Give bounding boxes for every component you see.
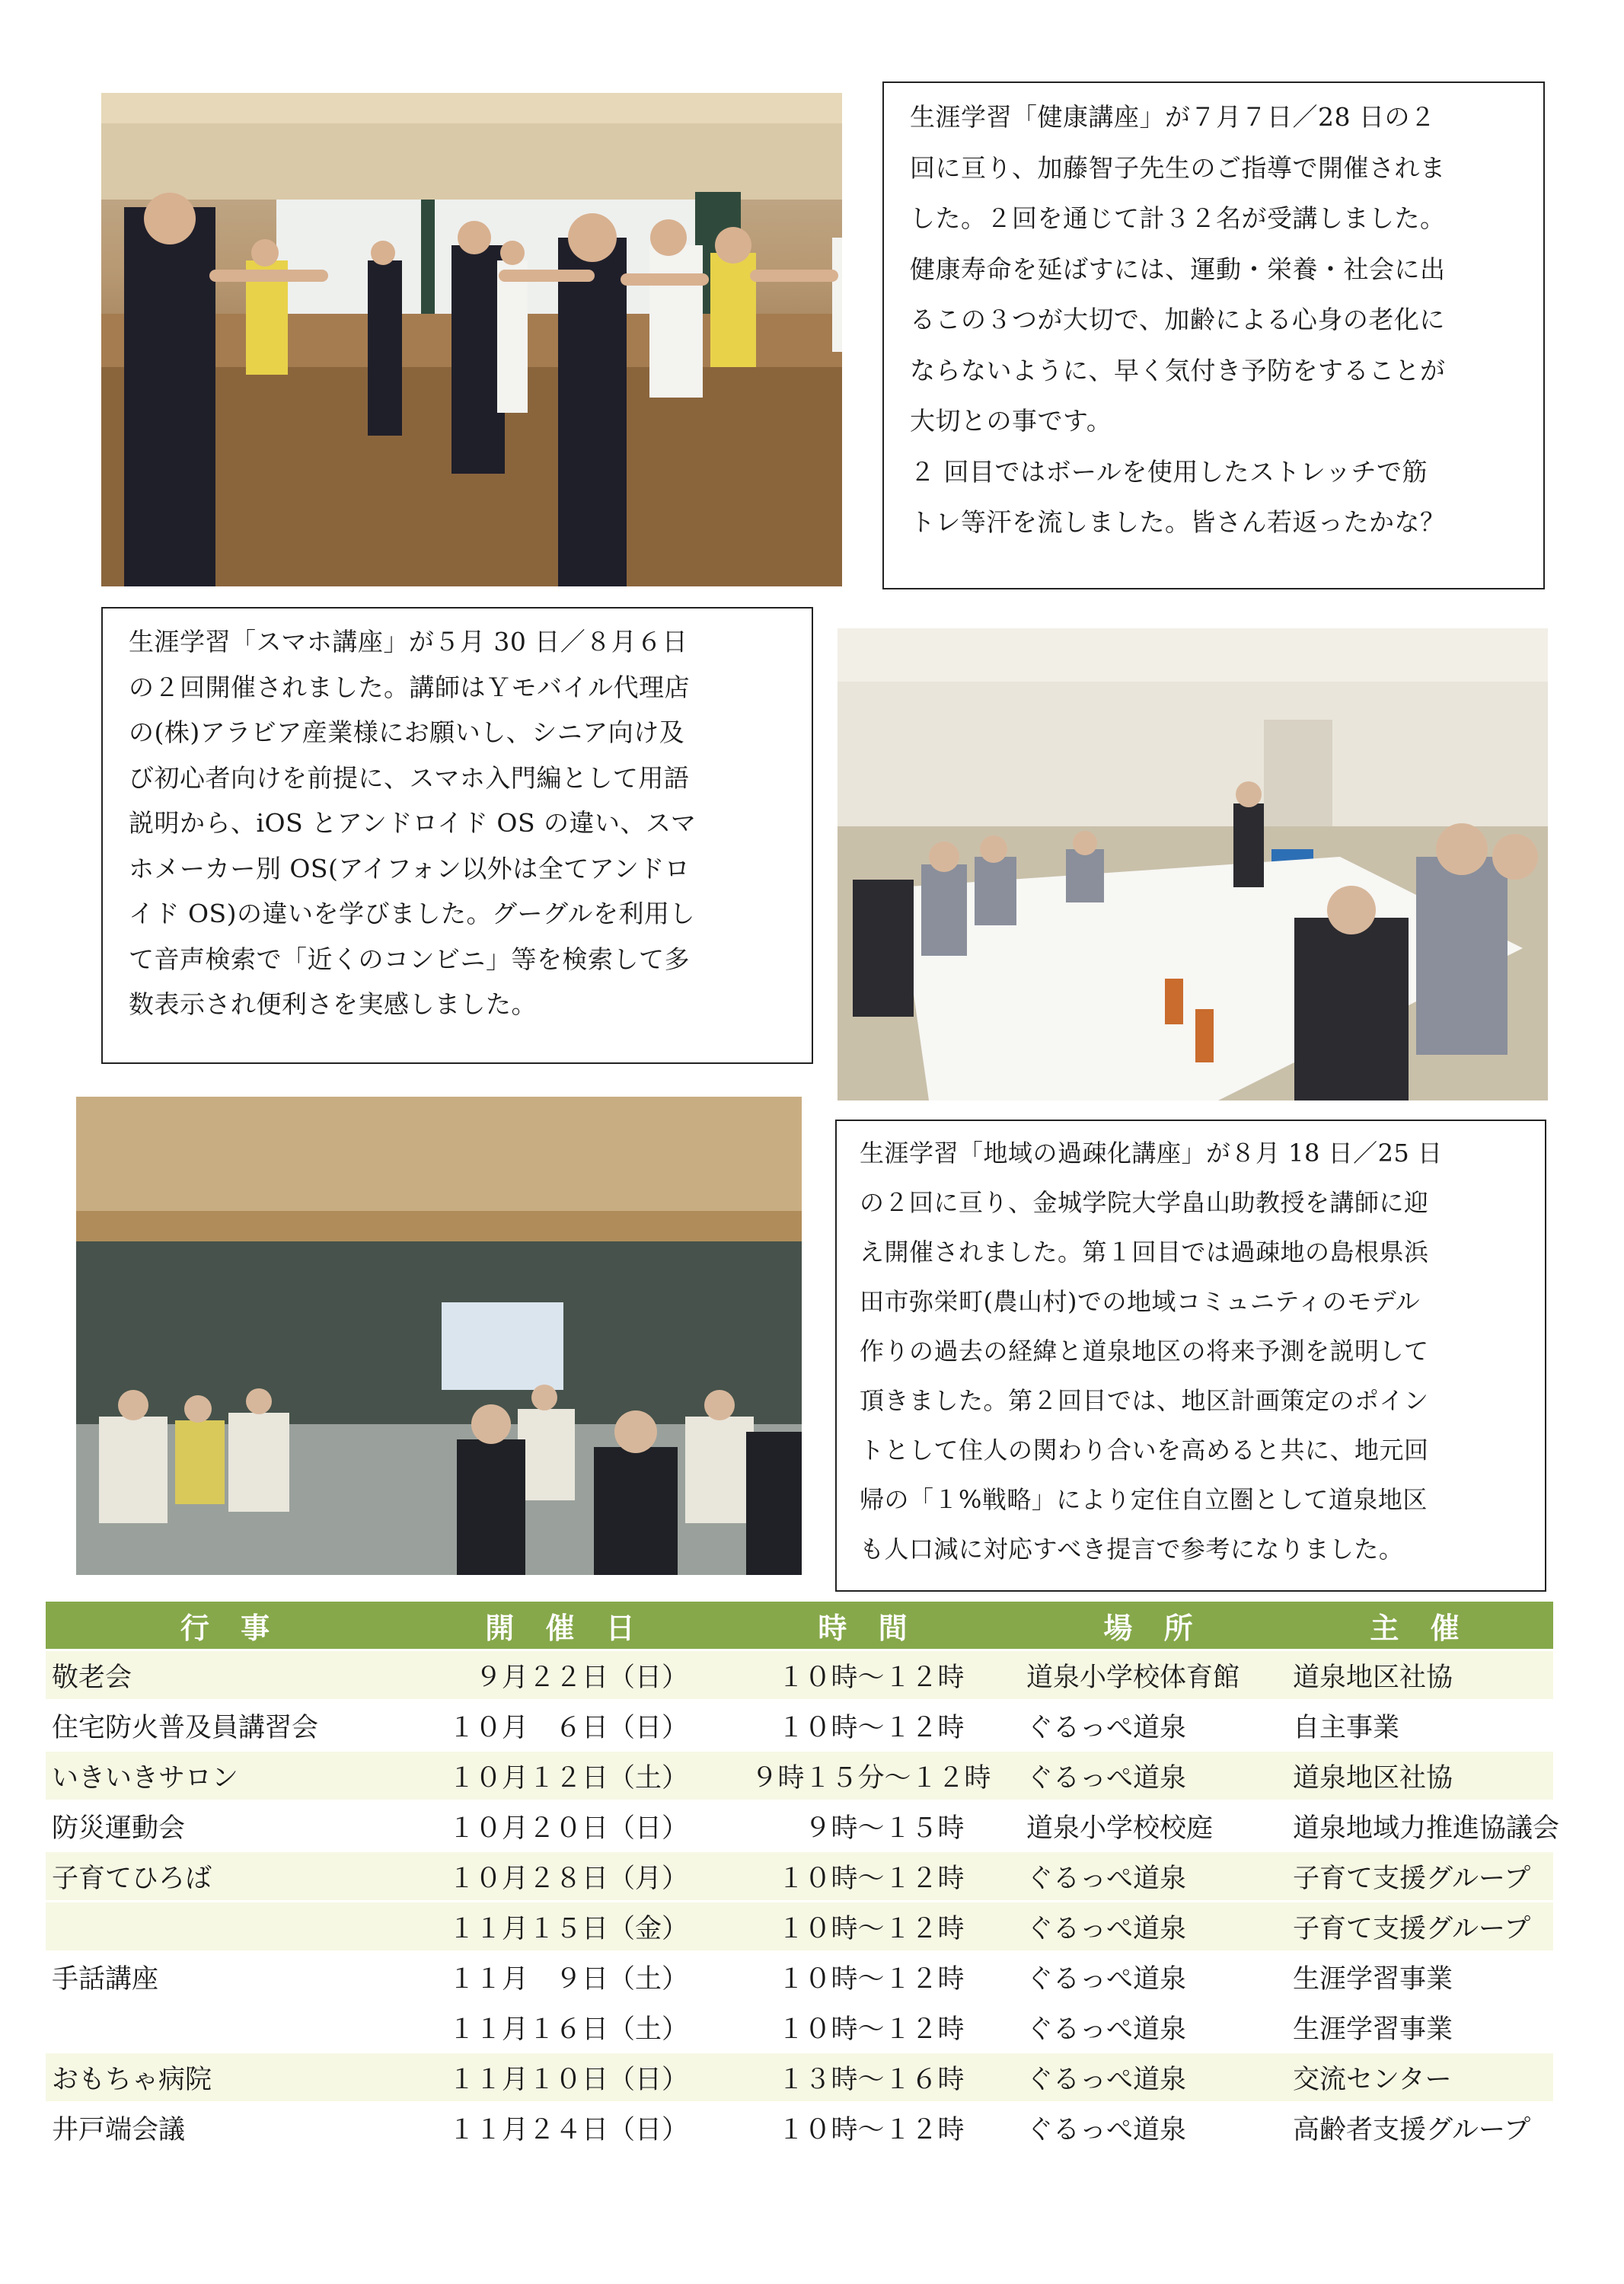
article-line: 生涯学習「地域の過疎化講座」が８月 18 日／25 日 xyxy=(860,1139,1443,1168)
event-host: 道泉地区社協 xyxy=(1287,1650,1553,1701)
event-host: 道泉地区社協 xyxy=(1287,1751,1553,1801)
event-place: ぐるっぺ道泉 xyxy=(1020,1952,1287,2002)
table-row xyxy=(46,2002,1553,2052)
table-row xyxy=(46,1701,1553,1751)
article-line: トとして住人の関わり合いを高めると共に、地元回 xyxy=(860,1436,1429,1465)
table-row xyxy=(46,1952,1553,2002)
event-time: １０時～１２時 xyxy=(716,1851,1020,1902)
event-place: ぐるっぺ道泉 xyxy=(1020,2103,1287,2153)
event-name xyxy=(46,2002,415,2052)
event-name: 井戸端会議 xyxy=(46,2103,415,2153)
header-host: 主 催 xyxy=(1287,1602,1553,1650)
event-host: 子育て支援グループ xyxy=(1287,1902,1553,1952)
event-place: 道泉小学校体育館 xyxy=(1020,1650,1287,1701)
article-line: ホメーカー別 OS(アイフォン以外は全てアンドロ xyxy=(129,853,691,883)
event-date: １１月 ９日（土） xyxy=(415,1952,716,2002)
event-time: １０時～１２時 xyxy=(716,1701,1020,1751)
event-place: ぐるっぺ道泉 xyxy=(1020,1851,1287,1902)
schedule-header-row xyxy=(46,1602,1553,1650)
header-place: 場 所 xyxy=(1020,1602,1287,1650)
event-place: ぐるっぺ道泉 xyxy=(1020,1701,1287,1751)
article-line: び初心者向けを前提に、スマホ入門編として用語 xyxy=(129,762,690,793)
event-host: 自主事業 xyxy=(1287,1701,1553,1751)
table-row xyxy=(46,2103,1553,2153)
event-host: 生涯学習事業 xyxy=(1287,1952,1553,2002)
photo-smartphone-class xyxy=(838,628,1548,1100)
event-host: 生涯学習事業 xyxy=(1287,2002,1553,2052)
event-date: １１月１５日（金） xyxy=(415,1902,716,1952)
event-date: １０月 ６日（日） xyxy=(415,1701,716,1751)
event-time: １０時～１２時 xyxy=(716,1650,1020,1701)
event-date: １０月２８日（月） xyxy=(415,1851,716,1902)
event-place: 道泉小学校校庭 xyxy=(1020,1801,1287,1851)
event-name: いきいきサロン xyxy=(46,1751,415,1801)
article-line: るこの３つが大切で、加齢による心身の老化に xyxy=(910,305,1445,334)
header-event: 行 事 xyxy=(46,1602,415,1650)
photo-health-exercise xyxy=(101,93,842,586)
event-date: １１月１０日（日） xyxy=(415,2052,716,2103)
article-line: て音声検索で「近くのコンビニ」等を検索して多 xyxy=(129,944,690,974)
table-row xyxy=(46,2052,1553,2103)
event-time: １０時～１２時 xyxy=(716,2002,1020,2052)
article-line: ならないように、早く気付き予防をすることが xyxy=(910,355,1446,385)
article-line: 田市弥栄町(農山村)での地域コミュニティのモデル xyxy=(860,1287,1421,1316)
table-row xyxy=(46,1751,1553,1801)
article-line: 帰の「１%戦略」により定住自立圏として道泉地区 xyxy=(860,1485,1428,1514)
table-row xyxy=(46,1801,1553,1851)
event-time: ９時１５分～１２時 xyxy=(716,1751,1020,1801)
article-line: の２回に亘り、金城学院大学畠山助教授を講師に迎 xyxy=(860,1188,1429,1217)
article-line: 説明から、iOS とアンドロイド OS の違い、スマ xyxy=(129,808,697,838)
article-line: 生涯学習「スマホ講座」が５月 30 日／８月６日 xyxy=(129,627,688,656)
event-date: １０月２０日（日） xyxy=(415,1801,716,1851)
article-line: 大切との事です。 xyxy=(910,406,1112,436)
article-depopulation-lecture xyxy=(835,1120,1546,1592)
event-time: １３時～１６時 xyxy=(716,2052,1020,2103)
article-line: 生涯学習「健康講座」が７月７日／28 日の２ xyxy=(910,102,1436,132)
event-name: 子育てひろば xyxy=(46,1851,415,1902)
event-time: １０時～１２時 xyxy=(716,1952,1020,2002)
event-time: １０時～１２時 xyxy=(716,2103,1020,2153)
article-smartphone-lecture xyxy=(101,607,813,1064)
table-row xyxy=(46,1851,1553,1902)
event-host: 交流センター xyxy=(1287,2052,1553,2103)
event-name: 防災運動会 xyxy=(46,1801,415,1851)
article-line: 健康寿命を延ばすには、運動・栄養・社会に出 xyxy=(910,254,1446,284)
article-line: 回に亘り、加藤智子先生のご指導で開催されま xyxy=(910,152,1446,183)
event-name: 敬老会 xyxy=(46,1650,415,1701)
event-name: おもちゃ病院 xyxy=(46,2052,415,2103)
event-date: １１月２４日（日） xyxy=(415,2103,716,2153)
event-time: １０時～１２時 xyxy=(716,1902,1020,1952)
photo-depopulation-lecture xyxy=(76,1097,802,1575)
article-line: 作りの過去の経緯と道泉地区の将来予測を説明して xyxy=(860,1337,1429,1366)
article-health-lecture xyxy=(882,81,1545,589)
article-line: の２回開催されました。講師はＹモバイル代理店 xyxy=(129,672,690,702)
article-line: 頂きました。第２回目では、地区計画策定のポイン xyxy=(860,1386,1429,1415)
header-time: 時 間 xyxy=(716,1602,1020,1650)
article-line: 数表示され便利さを実感しました。 xyxy=(129,989,537,1019)
article-line: も人口減に対応すべき提言で参考になりました。 xyxy=(860,1535,1404,1564)
article-line: ２ 回目ではボールを使用したストレッチで筋 xyxy=(910,456,1428,487)
article-line: イド OS)の違いを学びました。グーグルを利用し xyxy=(129,899,696,928)
event-name: 住宅防火普及員講習会 xyxy=(46,1701,415,1751)
event-name: 手話講座 xyxy=(46,1952,415,2002)
event-date: ９月２２日（日） xyxy=(415,1650,716,1701)
event-time: ９時～１５時 xyxy=(716,1801,1020,1851)
event-host: 子育て支援グループ xyxy=(1287,1851,1553,1902)
event-place: ぐるっぺ道泉 xyxy=(1020,1902,1287,1952)
event-place: ぐるっぺ道泉 xyxy=(1020,1751,1287,1801)
event-date: １０月１２日（土） xyxy=(415,1751,716,1801)
event-host: 道泉地域力推進協議会 xyxy=(1287,1801,1553,1851)
table-row xyxy=(46,1902,1553,1952)
table-row xyxy=(46,1650,1553,1701)
article-line: え開催されました。第１回目では過疎地の島根県浜 xyxy=(860,1238,1429,1267)
event-host: 高齢者支援グループ xyxy=(1287,2103,1553,2153)
event-name xyxy=(46,1902,415,1952)
event-date: １１月１６日（土） xyxy=(415,2002,716,2052)
schedule-table xyxy=(46,1602,1560,2154)
event-place: ぐるっぺ道泉 xyxy=(1020,2052,1287,2103)
article-line: した。２回を通じて計３２名が受講しました。 xyxy=(910,203,1446,233)
event-place: ぐるっぺ道泉 xyxy=(1020,2002,1287,2052)
article-line: トレ等汗を流しました。皆さん若返ったかな？ xyxy=(910,507,1446,537)
article-line: の(株)アラビア産業様にお願いし、シニア向け及 xyxy=(129,717,685,747)
header-date: 開 催 日 xyxy=(415,1602,716,1650)
